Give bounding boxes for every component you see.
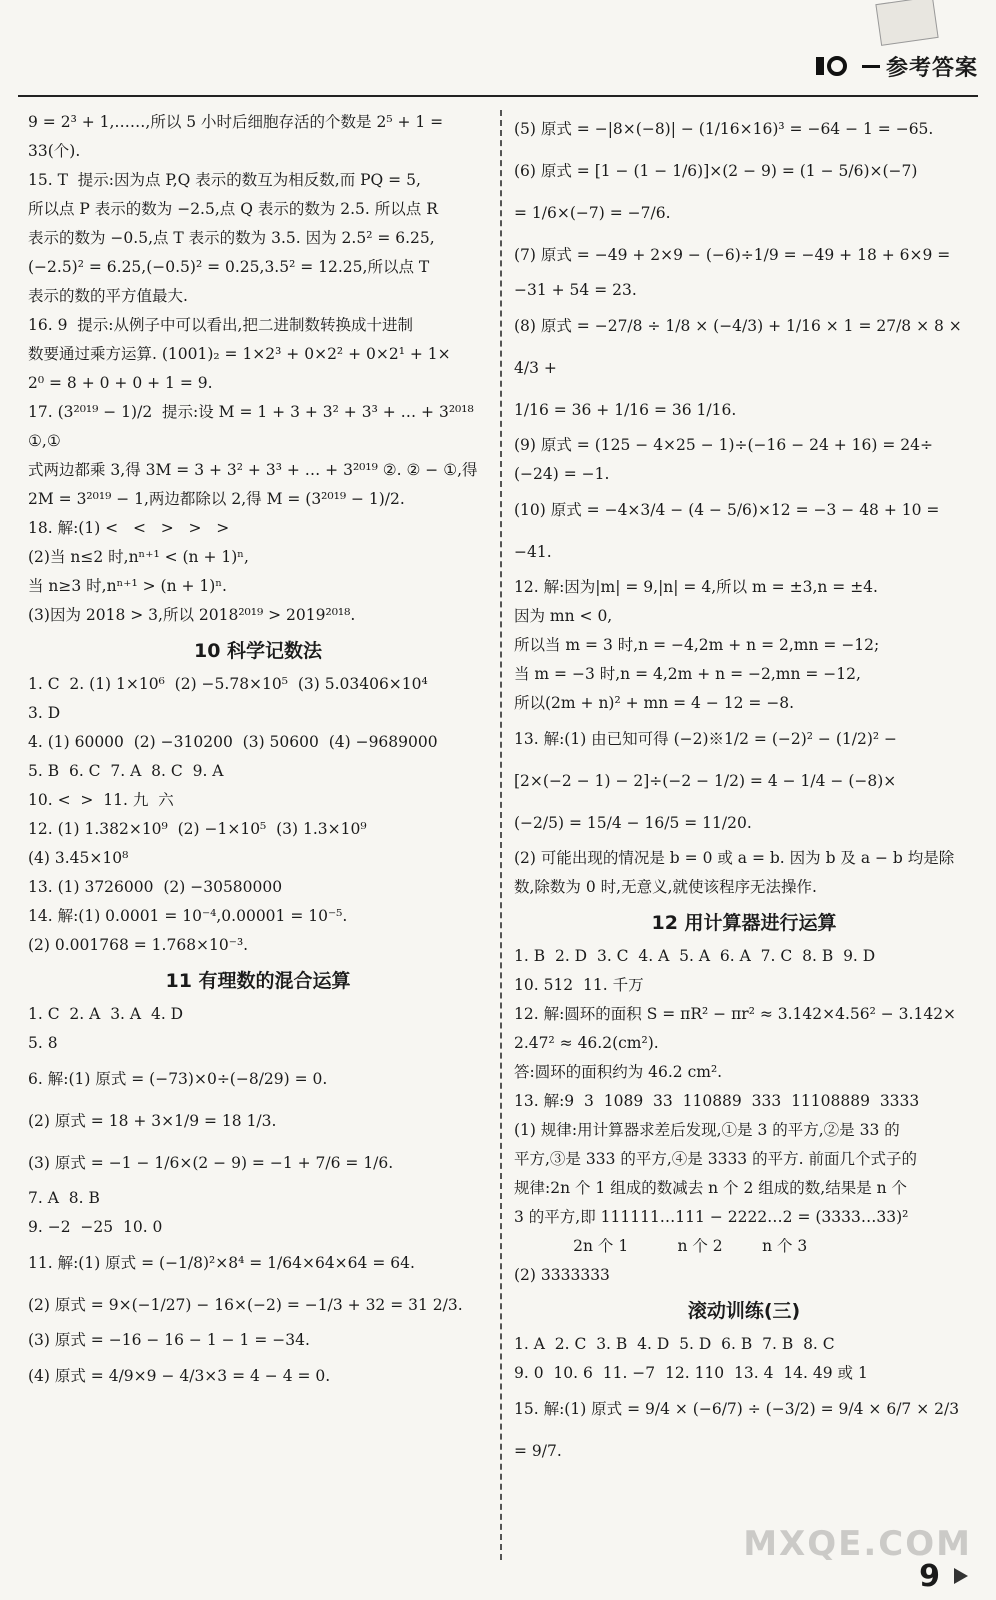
answer-line: 12. 解:圆环的面积 S = πR² − πr² ≈ 3.142×4.56² − 3.142× (514, 1005, 957, 1023)
answer-line: 所以(2m + n)² + mn = 4 − 12 = −8. (514, 694, 795, 712)
answer-line: (8) 原式 = −27/8 ÷ 1/8 × (−4/3) + 1/16 × 1 = 27/8 × 8 × 4/3 + (514, 317, 967, 377)
header-dash (862, 65, 880, 68)
answer-line: [2×(−2 − 1) − 2]÷(−2 − 1/2) = 4 − 1/4 − (−8)× (514, 772, 897, 790)
answer-line: 7. A 8. B (28, 1189, 100, 1207)
answer-line: (4) 原式 = 4/9×9 − 4/3×3 = 4 − 4 = 0. (28, 1367, 331, 1385)
section-heading: 11 有理数的混合运算 (165, 970, 351, 992)
answer-line: (1) 规律:用计算器求差后发现,①是 3 的平方,②是 33 的 (514, 1121, 900, 1139)
answer-line: 表示的数的平方值最大. (28, 287, 188, 305)
answer-line: (2) 原式 = 18 + 3×1/9 = 18 1/3. (28, 1112, 277, 1130)
answer-line: (2)当 n≤2 时,nⁿ⁺¹ < (n + 1)ⁿ, (28, 548, 249, 566)
answer-line: 4. (1) 60000 (2) −310200 (3) 50600 (4) −9689000 (28, 733, 438, 751)
answer-line: (3) 原式 = −16 − 16 − 1 − 1 = −34. (28, 1331, 310, 1349)
answer-line: (9) 原式 = (125 − 4×25 − 1)÷(−16 − 24 + 16) = 24÷ (514, 436, 933, 454)
answer-line: (−2.5)² = 6.25,(−0.5)² = 0.25,3.5² = 12.25,所以点 T (28, 258, 430, 276)
answer-line: 15. 解:(1) 原式 = 9/4 × (−6/7) ÷ (−3/2) = 9/4 × 6/7 × 2/3 (514, 1400, 960, 1418)
answer-line: 5. 8 (28, 1034, 58, 1052)
answer-line: 1. B 2. D 3. C 4. A 5. A 6. A 7. C 8. B 9. D (514, 947, 876, 965)
answer-line: (5) 原式 = −|8×(−8)| − (1/16×16)³ = −64 − 1 = −65. (514, 120, 934, 138)
answer-line: 33(个). (28, 142, 81, 160)
answer-line: 1. A 2. C 3. B 4. D 5. D 6. B 7. B 8. C (514, 1335, 835, 1353)
answer-line: 2n 个 1 n 个 2 n 个 3 (514, 1237, 808, 1255)
answer-line: 表示的数为 −0.5,点 T 表示的数为 3.5. 因为 2.5² = 6.25, (28, 229, 435, 247)
answer-line: 11. 解:(1) 原式 = (−1/8)²×8⁴ = 1/64×64×64 = 64. (28, 1254, 415, 1272)
answer-line: 2.47² ≈ 46.2(cm²). (514, 1034, 659, 1052)
answer-line: 13. 解:(1) 由已知可得 (−2)※1/2 = (−2)² − (1/2)² − (514, 730, 898, 748)
answer-line: 答:圆环的面积约为 46.2 cm². (514, 1063, 723, 1081)
header-rule (18, 95, 978, 97)
answer-line: 13. 解:9 3 1089 33 110889 333 11108889 3333 (514, 1092, 920, 1110)
answer-line: (3)因为 2018 > 3,所以 2018²⁰¹⁹ > 2019²⁰¹⁸. (28, 606, 356, 624)
left-column (28, 108, 488, 1397)
answer-line: (3) 原式 = −1 − 1/6×(2 − 9) = −1 + 7/6 = 1/6. (28, 1154, 394, 1172)
corner-stamp (875, 0, 938, 46)
column-divider (500, 110, 502, 1560)
answer-line: 1. C 2. (1) 1×10⁶ (2) −5.78×10⁵ (3) 5.03406×10⁴ (28, 675, 428, 693)
answer-line: 5. B 6. C 7. A 8. C 9. A (28, 762, 224, 780)
answer-line: 2⁰ = 8 + 0 + 0 + 1 = 9. (28, 374, 213, 392)
answer-line: 所以点 P 表示的数为 −2.5,点 Q 表示的数为 2.5. 所以点 R (28, 200, 438, 218)
answer-line: 2M = 3²⁰¹⁹ − 1,两边都除以 2,得 M = (3²⁰¹⁹ − 1)/2. (28, 490, 405, 508)
answer-line: 3. D (28, 704, 61, 722)
answer-line: 数要通过乘方运算. (1001)₂ = 1×2³ + 0×2² + 0×2¹ + 1× (28, 345, 451, 363)
answer-line: (4) 3.45×10⁸ (28, 849, 129, 867)
answer-line: 12. (1) 1.382×10⁹ (2) −1×10⁵ (3) 1.3×10⁹ (28, 820, 367, 838)
answer-line: (6) 原式 = [1 − (1 − 1/6)]×(2 − 9) = (1 − 5/6)×(−7) (514, 162, 918, 180)
section-heading: 滚动训练(三) (687, 1300, 801, 1322)
answer-line: (−24) = −1. (514, 465, 610, 483)
answer-line: 16. 9 提示:从例子中可以看出,把二进制数转换成十进制 (28, 316, 413, 334)
answer-line: (10) 原式 = −4×3/4 − (4 − 5/6)×12 = −3 − 48 + 10 = −41. (514, 501, 945, 561)
answer-line: 10. < > 11. 九 六 (28, 791, 174, 809)
answer-line: 14. 解:(1) 0.0001 = 10⁻⁴,0.00001 = 10⁻⁵. (28, 907, 348, 925)
answer-line: 9. −2 −25 10. 0 (28, 1218, 163, 1236)
answer-line: 平方,③是 333 的平方,④是 3333 的平方. 前面几个式子的 (514, 1150, 917, 1168)
answer-line: (2) 0.001768 = 1.768×10⁻³. (28, 936, 249, 954)
section-heading: 10 科学记数法 (193, 640, 323, 662)
section-heading: 12 用计算器进行运算 (651, 912, 837, 934)
answer-line: 10. 512 11. 千万 (514, 976, 644, 994)
answer-line: 所以当 m = 3 时,n = −4,2m + n = 2,mn = −12; (514, 636, 880, 654)
answer-line: (2) 原式 = 9×(−1/27) − 16×(−2) = −1/3 + 32 = 31 2/3. (28, 1296, 463, 1314)
answer-line: (2) 可能出现的情况是 b = 0 或 a = b. 因为 b 及 a − b 均是除 (514, 849, 955, 867)
answer-line: (−2/5) = 15/4 − 16/5 = 11/20. (514, 814, 752, 832)
book-logo-icon (816, 54, 856, 78)
answer-line: 式两边都乘 3,得 3M = 3 + 3² + 3³ + … + 3²⁰¹⁹ ②. ② − ①,得 (28, 461, 478, 479)
answer-line: 当 m = −3 时,n = 4,2m + n = −2,mn = −12, (514, 665, 861, 683)
answer-line: 数,除数为 0 时,无意义,就使该程序无法操作. (514, 878, 817, 896)
answer-line: 规律:2n 个 1 组成的数减去 n 个 2 组成的数,结果是 n 个 (514, 1179, 908, 1197)
answer-line: 15. T 提示:因为点 P,Q 表示的数互为相反数,而 PQ = 5, (28, 171, 421, 189)
watermark: MXQE.COM (743, 1524, 972, 1564)
answer-line: 因为 mn < 0, (514, 607, 613, 625)
right-column (514, 108, 974, 1472)
answer-line: 当 n≥3 时,nⁿ⁺¹ > (n + 1)ⁿ. (28, 577, 227, 595)
answer-line: 6. 解:(1) 原式 = (−73)×0÷(−8/29) = 0. (28, 1070, 328, 1088)
answer-line: 13. (1) 3726000 (2) −30580000 (28, 878, 283, 896)
answer-line: 1. C 2. A 3. A 4. D (28, 1005, 184, 1023)
answer-line: (2) 3333333 (514, 1266, 610, 1284)
answer-line: = 1/6×(−7) = −7/6. (514, 204, 671, 222)
answer-line: = 9/7. (514, 1442, 562, 1460)
page-header (816, 48, 978, 84)
answer-line: 12. 解:因为|m| = 9,|n| = 4,所以 m = ±3,n = ±4. (514, 578, 878, 596)
answer-line: 9. 0 10. 6 11. −7 12. 110 13. 4 14. 49 或 1 (514, 1364, 868, 1382)
answer-line: 1/16 = 36 + 1/16 = 36 1/16. (514, 401, 737, 419)
answer-line: 18. 解:(1) < < > > > (28, 519, 230, 537)
answer-line: (7) 原式 = −49 + 2×9 − (−6)÷1/9 = −49 + 18 + 6×9 = (514, 246, 951, 264)
page-number: 9 (919, 1559, 940, 1594)
answer-line: 3 的平方,即 111111…111 − 2222…2 = (3333…33)² (514, 1208, 909, 1226)
page-arrow-icon (954, 1568, 968, 1584)
answer-line: 9 = 2³ + 1,……,所以 5 小时后细胞存活的个数是 2⁵ + 1 = (28, 113, 444, 131)
header-title: 参考答案 (885, 55, 978, 81)
answer-line: 17. (3²⁰¹⁹ − 1)/2 提示:设 M = 1 + 3 + 3² + 3³ + … + 3²⁰¹⁸ ①,① (28, 403, 479, 450)
answer-line: −31 + 54 = 23. (514, 281, 637, 299)
